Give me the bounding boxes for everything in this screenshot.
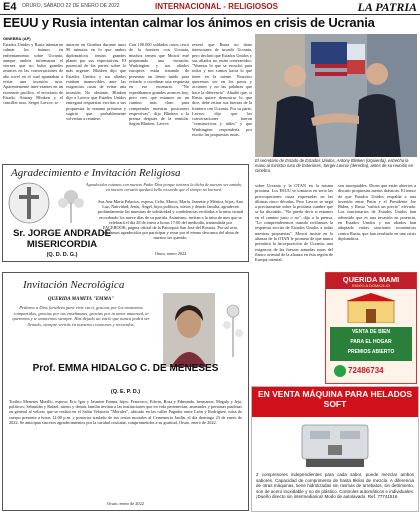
shop-line-3: PREMIOS ABIERTO: [347, 349, 395, 355]
invitacion-title: Invitación Necrológica: [23, 279, 125, 291]
article-column-6: son inaceptables. Dicen que están abiertos a discutir propuestas menos drásticas. El temor de que Estados Unidos respalda a una invasión entre Putin y el Presidente Joe Biden, y Rusia "sufrirá un precio" elevado. Los funcionarios de Estados Unidos han advertido que es una invasión en potencia, en Estados Unidos y sus aliados han adoptado varias sanciones económicas contra Rusia, que han resultado en una crisis diplomática.: [338, 183, 416, 241]
storefront-icon: [346, 293, 396, 323]
invitacion-dedication: QUERIDA MAMITA "EMMA": [47, 297, 115, 302]
handshake-photo-illustration: [255, 34, 417, 157]
article-column-4: reiteró que Rusia no tiene intenciones de invadir Ucrania, pero declaró que Estados Unidos y sus aliados no están convencidos. "Veamos lo que se escuchó para todos y nos vamos hacia lo que tiene en la mente. Nosotros queremos ver en los pasos y acciones y no las palabras que hace la diferencia". Añadió que, si Rusia quiere demostrar lo que dice, debe retirar sus fuerzas de la frontera con Ucrania. Por su parte, Lavrov dijo que las conversaciones fueron "constructivas y útiles" y que Washington respondería por escrito las propuestas rusas.: [192, 42, 252, 138]
invitacion-place-date: Oruro, enero de 2022: [107, 501, 144, 506]
invitacion-body: Toribio Meneses Murillo, esposo; Eric Igor y Jasmine Emma, hijos; Francisco, Edwin, Rosa y Edmundo, hermanos; Magaly y Jeja, políticos; Sebastián y Rafael, nietos y demás familia invitan a las instituciones que en vida pertenecían, amistades y personas piadosas en general al velorio que se realiza en el Salón Velatorio "Morales", ubicado en las calles Pagador entre León y Rodríguez, misa de cuerpo presente a horas 12:00 p.m. y posterior traslado de sus restos mortales al Cementerio Jardín, el día domingo 23 de enero de 2022. Se anticipan sinceros agradecimientos por la caridad cristiana, comprometidos a su gratitud, Oruro, enero de 2022.: [9, 399, 242, 425]
agradecimiento-notice: [2, 164, 249, 262]
agradecimiento-verse: Agradecidos estamos con nuestro Padre Dios porque tuvimos la dicha de nuestro ser amado, en nuestro corazón quedará bello recuerdo que el tiempo no borrará.: [86, 182, 242, 192]
deceased-suffix: (Q. D. D. G.): [46, 252, 78, 258]
photo-caption: El secretario de Estado de Estados Unidos, Antony Blinken (izquierda), estrecha la mano al ministro ruso de Exteriores, Sergei Lavrov (derecha), antes de su reunión en Ginebra.: [255, 158, 414, 173]
shop-name: QUERIDA MAMI: [342, 275, 400, 284]
newspaper-brand: LA PATRIA: [357, 0, 417, 14]
shop-advertisement: [325, 272, 417, 384]
section-title: INTERNACIONAL - RELIGIOSOS: [155, 2, 278, 11]
flower-ornament-icon: [53, 183, 89, 223]
cross-ornament-icon: [7, 181, 51, 225]
agradecimiento-body: Sus Ana María Palacios, esposa, Celia, Marco, María, Jeanette y Mónica, hijos; Ana Luz, Natividad, Jesús, Ángel, hijos políticos, nietos y demás familia, agradecen profundamente las muestras de solidaridad y condolencias recibidas a la misa virtual recordando los nueve días de su partida. Asimismo, invitan a la misa de mes que se celebrará el día 28 de enero a horas 17:00 del mediodía, transmitida por FACEBOOK, página oficial de la Parroquia San José del Rosario. Por tal acto, quedamos agradecidos por participar y rezar por el eterno descanso del alma de nuestro ser querido.: [97, 199, 244, 241]
issue-date: ORURO, SÁBADO 22 DE ENERO DE 2022: [22, 3, 120, 9]
page-header: [0, 0, 420, 15]
shop-line-2: PARA EL HOGAR: [350, 339, 392, 345]
article-dateline: GINEBRA (AP): [3, 36, 31, 41]
shop-line-1: VENTA DE BIEN: [351, 329, 391, 335]
agradecimiento-place-date: Oruro, enero 2022: [154, 251, 187, 256]
article-column-1: Estados Unidos y Rusia intentaron calmar los ánimos en enfrentamiento sobre Ucrania, aunque ambos informaron el viernes que no hubo grandes avances en las conversaciones de alto nivel en el cual apuntaban a evitar una invasión rusa. Aparentemente inter-esantes en un escenario pacífico, el secretario de Estado, Antony Blinken y el canciller ruso, Sergei Lavrov, se: [3, 42, 63, 106]
page-number: E4: [3, 1, 17, 13]
deceased-name: Prof. EMMA HIDALGO C. DE MENESES: [32, 363, 219, 374]
whatsapp-icon: [334, 365, 346, 377]
shop-sub: ENVÍO A DOMICILIO: [352, 283, 390, 288]
article-headline: EEUU y Rusia intentan calmar los ánimos en crisis de Ucrania: [3, 15, 375, 30]
deceased-suffix: (Q. E. P. D.): [110, 389, 141, 395]
shop-phone: 72486734: [348, 366, 384, 375]
machine-ad-body: 2 compresores independientes para cada sabor, puede mezclar ambos sabores. Capacidad de comprimento de hasta 9kilos de mezcla. A diferencia de otras máquinas, tiene hidrolizadas sin rasmas de arrebatos, sin detrimento, son de acero inoxidable y no de plástico. Controles automáticos e individuales. ¡Dueño directo sin intermediarios! Modo de autolavado. Ref. 77741516: [256, 472, 414, 500]
agradecimiento-title: Agradecimiento e Invitación Religiosa: [11, 167, 181, 179]
invitacion-notice: [2, 272, 249, 511]
flower-ornament-icon: [221, 297, 245, 357]
article-column-2: unieron en Ginebra durante unos 90 minutos en lo que ambos diplomáticos tenían grandes planes por sus expectativas. El potencial de las partes sobre lo más urgente. Blinken dijo que Estados Unidos y sus aliados estaban inamovibles ante las exigencias rusas de evitar una invasión. No obstante, Blinken dijo a Lavrov que Estados Unidos entregará respuestas escritas a sus propuestas la semana próxima y sugirió que probablemente volverían a reunirse.: [66, 42, 126, 122]
ice-cream-machine-icon: [292, 421, 378, 469]
invitacion-poem: Pedimos a Dios fortaleza para vivir sin ti, gracias por los momentos compartidos, gracias por tus enseñanzas, gracias por tu amor maternal, te queremos y te amaremos siempre. Has dejado un vacío que nunca podrá ser llenado, siempre vivirás en nuestros corazones y recuerdos.: [12, 305, 150, 328]
portrait-photo: [163, 293, 215, 367]
machine-advertisement: [251, 386, 419, 512]
article-column-5: sobre Ucrania y la OTAN en la misma próxima. Los EEUU se tomaron en serio las preocupaciones rusas expresadas en las últimas cinco décadas. Pero Lavrov se negó a precisamente sobre la próxima cumbre que se ha discutido. "No puedo decir si estamos en el camino justo o no", dijo a la prensa. "Lo comprenderemos cuando recibamos la respuesta escrita de Estados Unidos a todas nuestras propuestas". Moscú insiste en la alianza de la OTAN le prometa de que nunca permitirá la incorporación de Ucrania, una exigencia de las fuerzas armadas rusas del flanco oriental de la alianza en ésta región de Europa oriental.: [255, 183, 333, 263]
article-photo: [255, 34, 417, 157]
article-column-3: Con 100.000 soldados rusos cerca de la frontera con Ucrania, muchos temen que Moscú esté preparando una invasión. Washington y sus aliados europeos están tratando de presentar un frente unido para evitarlo o coordinar una respuesta en ese escenario. "No esperábamos grandes avances hoy, pero creo que estamos en un camino más claro para comprender nuestras posiciones respectivas", dijo Blinken a la prensa después de la reunión. Según Blinken, Lavrov: [129, 42, 189, 127]
deceased-name: Sr. JORGE ANDRADE MISERICORDIA: [13, 228, 111, 250]
machine-ad-title: EN VENTA MÁQUINA PARA HELADOS SOFT: [257, 389, 413, 409]
